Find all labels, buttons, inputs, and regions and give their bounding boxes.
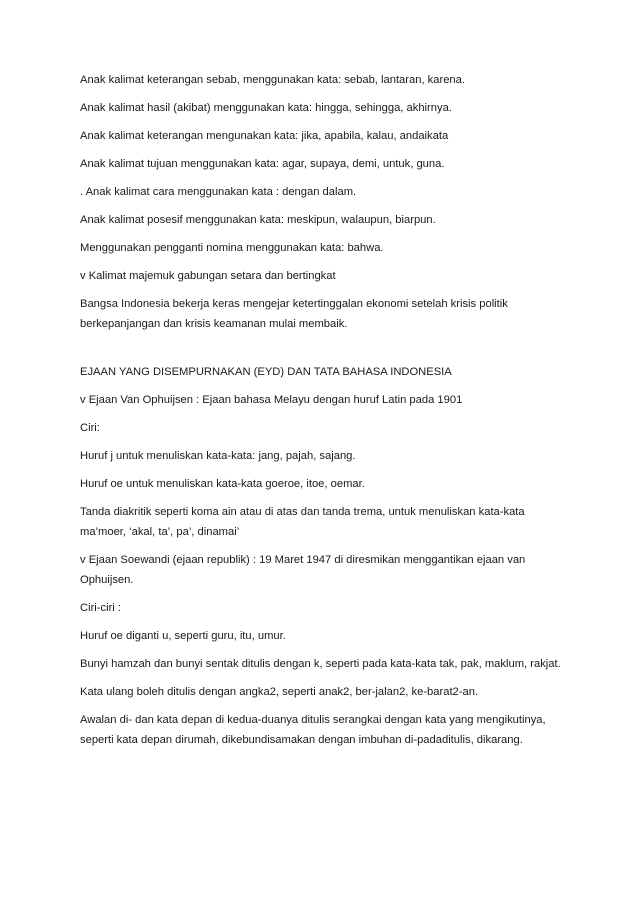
- blank-line: [80, 342, 570, 362]
- paragraph-hasil-akibat: Anak kalimat hasil (akibat) menggunakan kata: hingga, sehingga, akhirnya.: [80, 102, 452, 114]
- paragraph-keterangan-sebab: Anak kalimat keterangan sebab, menggunakan kata: sebab, lantaran, karena.: [80, 74, 465, 86]
- paragraph-kalimat-majemuk: v Kalimat majemuk gabungan setara dan bertingkat: [80, 270, 336, 282]
- paragraph-ejaan-soewandi: v Ejaan Soewandi (ejaan republik) : 19 Maret 1947 di diresmikan menggantikan ejaan van Ophuijsen.: [80, 554, 526, 586]
- paragraph-huruf-j: Huruf j untuk menuliskan kata-kata: jang, pajah, sajang.: [80, 450, 356, 462]
- paragraph-huruf-oe: Huruf oe untuk menuliskan kata-kata goeroe, itoe, oemar.: [80, 478, 365, 490]
- paragraph-keterangan-syarat: Anak kalimat keterangan mengunakan kata: jika, apabila, kalau, andaikata: [80, 130, 449, 142]
- paragraph-awalan-di: Awalan di- dan kata depan di kedua-duanya ditulis serangkai dengan kata yang mengikutinya, seperti kata depan dirumah, dikebundisamakan dengan imbuhan di-padaditulis, dikarang.: [80, 714, 546, 746]
- paragraph-posesif: Anak kalimat posesif menggunakan kata: meskipun, walaupun, biarpun.: [80, 214, 436, 226]
- paragraph-pengganti-nomina: Menggunakan pengganti nomina menggunakan kata: bahwa.: [80, 242, 384, 254]
- paragraph-ciri: Ciri:: [80, 422, 100, 434]
- paragraph-kata-ulang: Kata ulang boleh ditulis dengan angka2, seperti anak2, ber-jalan2, ke-barat2-an.: [80, 686, 479, 698]
- paragraph-cara: . Anak kalimat cara menggunakan kata : dengan dalam.: [80, 186, 357, 198]
- section-heading-eyd: EJAAN YANG DISEMPURNAKAN (EYD) DAN TATA BAHASA INDONESIA: [80, 366, 452, 378]
- paragraph-huruf-oe-diganti: Huruf oe diganti u, seperti guru, itu, umur.: [80, 630, 286, 642]
- paragraph-contoh-kalimat: Bangsa Indonesia bekerja keras mengejar ketertinggalan ekonomi setelah krisis politik berkepanjangan dan krisis keamanan mulai membaik.: [80, 298, 508, 330]
- paragraph-ciri-ciri: Ciri-ciri :: [80, 602, 122, 614]
- paragraph-tujuan: Anak kalimat tujuan menggunakan kata: agar, supaya, demi, untuk, guna.: [80, 158, 445, 170]
- document-body: [80, 70, 570, 758]
- paragraph-bunyi-hamzah: Bunyi hamzah dan bunyi sentak ditulis dengan k, seperti pada kata-kata tak, pak, maklum, rakjat.: [80, 658, 561, 670]
- paragraph-tanda-diakritik: Tanda diakritik seperti koma ain atau di atas dan tanda trema, untuk menuliskan kata-kata ma’moer, ‘akal, ta’, pa’, dinamai’: [80, 506, 525, 538]
- paragraph-ejaan-van-ophuijsen: v Ejaan Van Ophuijsen : Ejaan bahasa Melayu dengan huruf Latin pada 1901: [80, 394, 463, 406]
